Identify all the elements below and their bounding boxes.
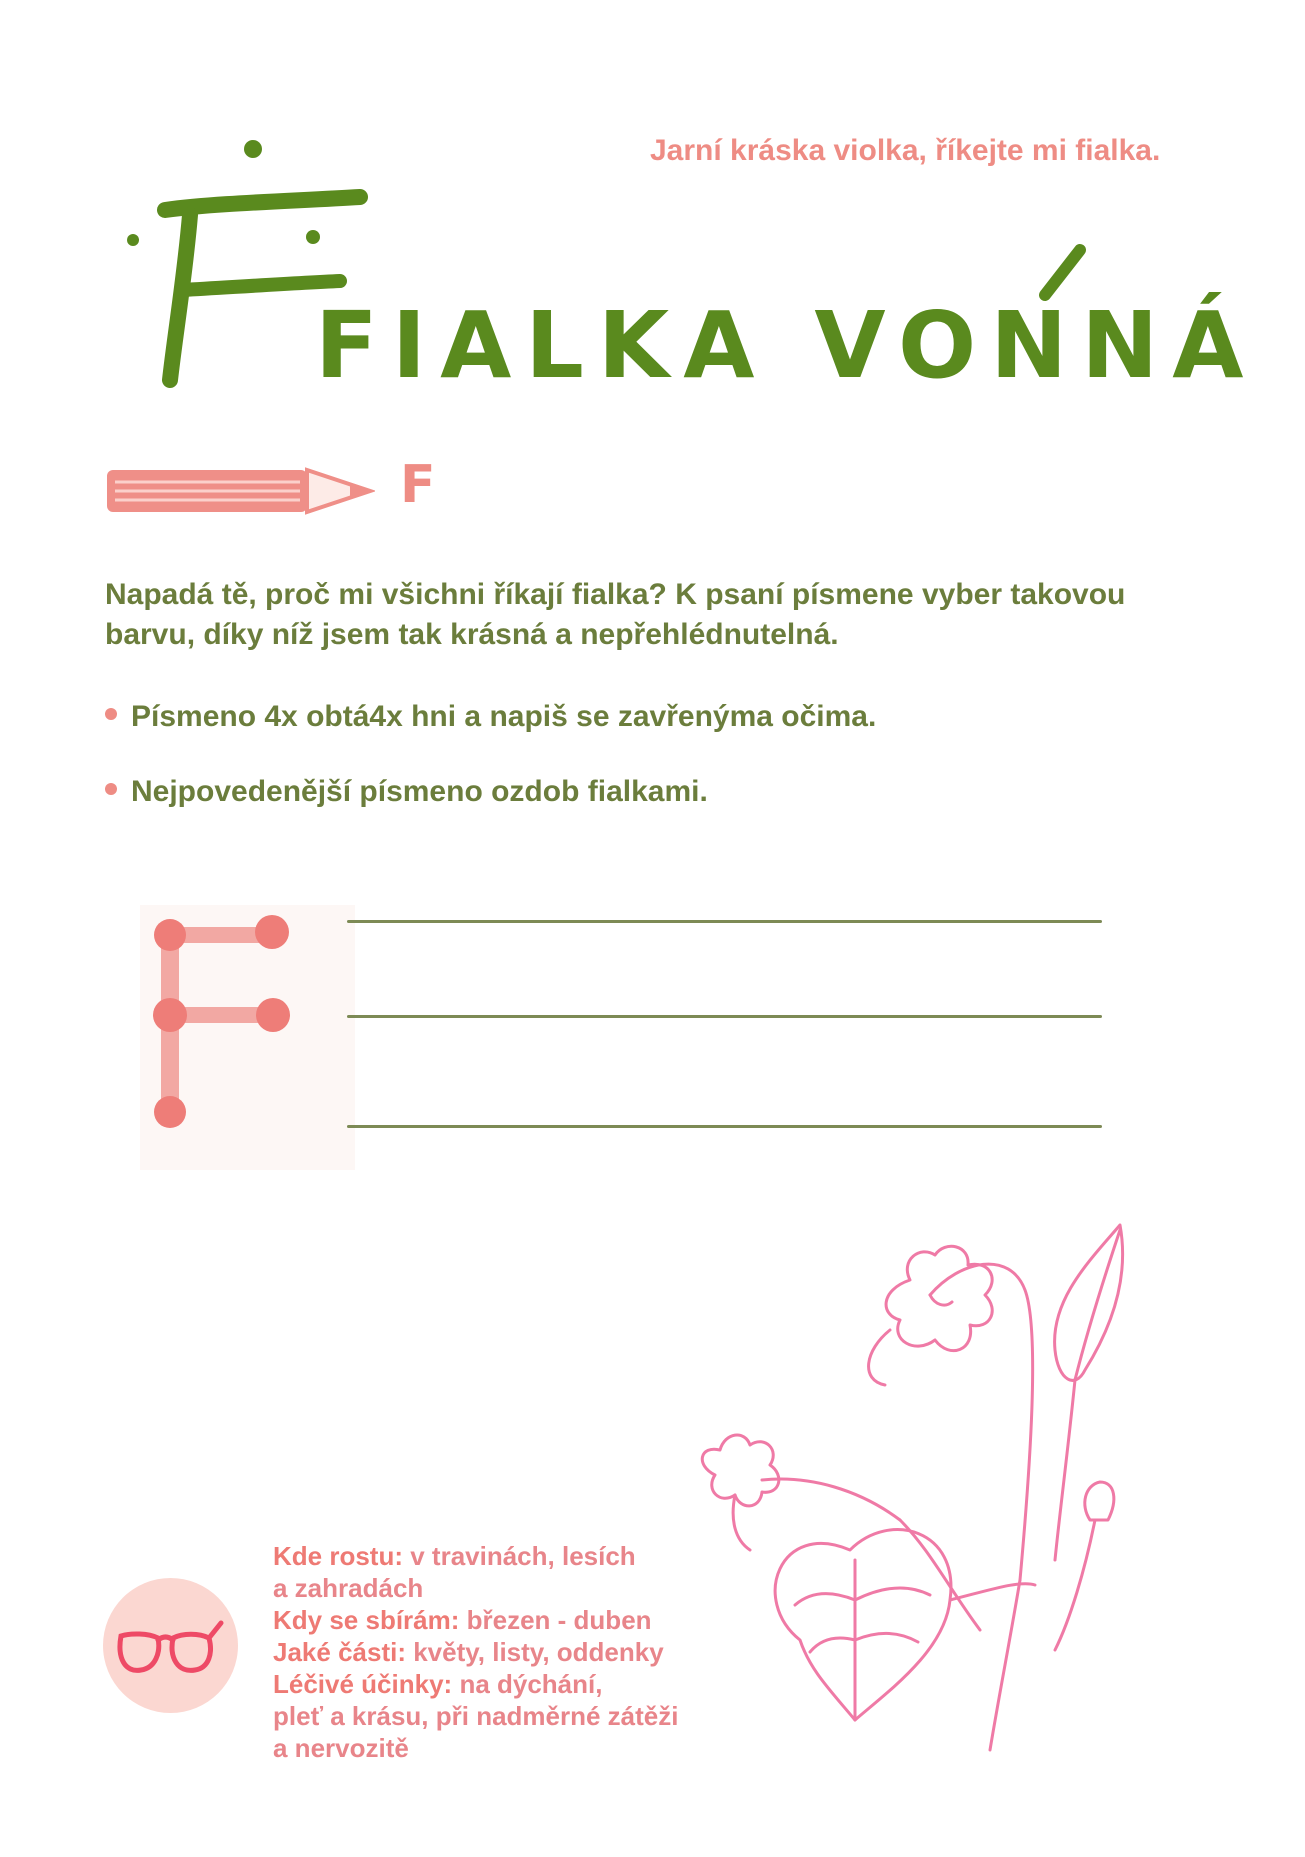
subtitle: Jarní kráska violka, říkejte mi fialka. [650,134,1161,167]
bullet-item-1 [105,697,876,737]
info-parts-value: květy, listy, oddenky [413,1637,664,1667]
info-where-value-2: a zahradách [273,1573,424,1603]
info-where-key: Kde rostu: [273,1541,403,1571]
info-when-key: Kdy se sbírám: [273,1605,460,1635]
plant-info [273,1540,693,1764]
info-parts-key: Jaké části: [273,1637,406,1667]
bullet-text: Nejpovedenější písmeno ozdob fialkami. [131,775,708,808]
glasses-icon [103,1578,238,1713]
info-effects-value-3: a nervozitě [273,1733,409,1763]
letter-f-tracing-icon [140,905,355,1170]
page-title: FIALKA VONNÁ [315,292,1258,399]
writing-line-1[interactable] [347,920,1102,923]
writing-line-2[interactable] [347,1015,1102,1018]
info-when-value: březen - duben [466,1605,652,1635]
page-title-block [95,115,1258,415]
info-where-value: v travinách, lesích [410,1541,636,1571]
pencil-icon [105,460,375,525]
pencil-letter: F [400,455,436,515]
info-effects-value-2: pleť a krásu, při nadměrné zátěži [273,1701,679,1731]
violet-flower-illustration [690,1220,1160,1785]
intro-text: Napadá tě, proč mi všichni říkají fialka? K psaní písmene vyber takovou barvu, díky níž jsem tak krásná a nepřehlédnutelná. [105,578,1126,651]
writing-line-3[interactable] [347,1125,1102,1128]
bullet-dot-icon [105,708,117,720]
info-effects-value: na dýchání, [459,1669,603,1699]
bullet-item-2 [105,772,708,812]
bullet-dot-icon [105,783,117,795]
bullet-text: Písmeno 4x obtá4x hni a napiš se zavřenýma očima. [131,700,877,733]
info-effects-key: Léčivé účinky: [273,1669,453,1699]
